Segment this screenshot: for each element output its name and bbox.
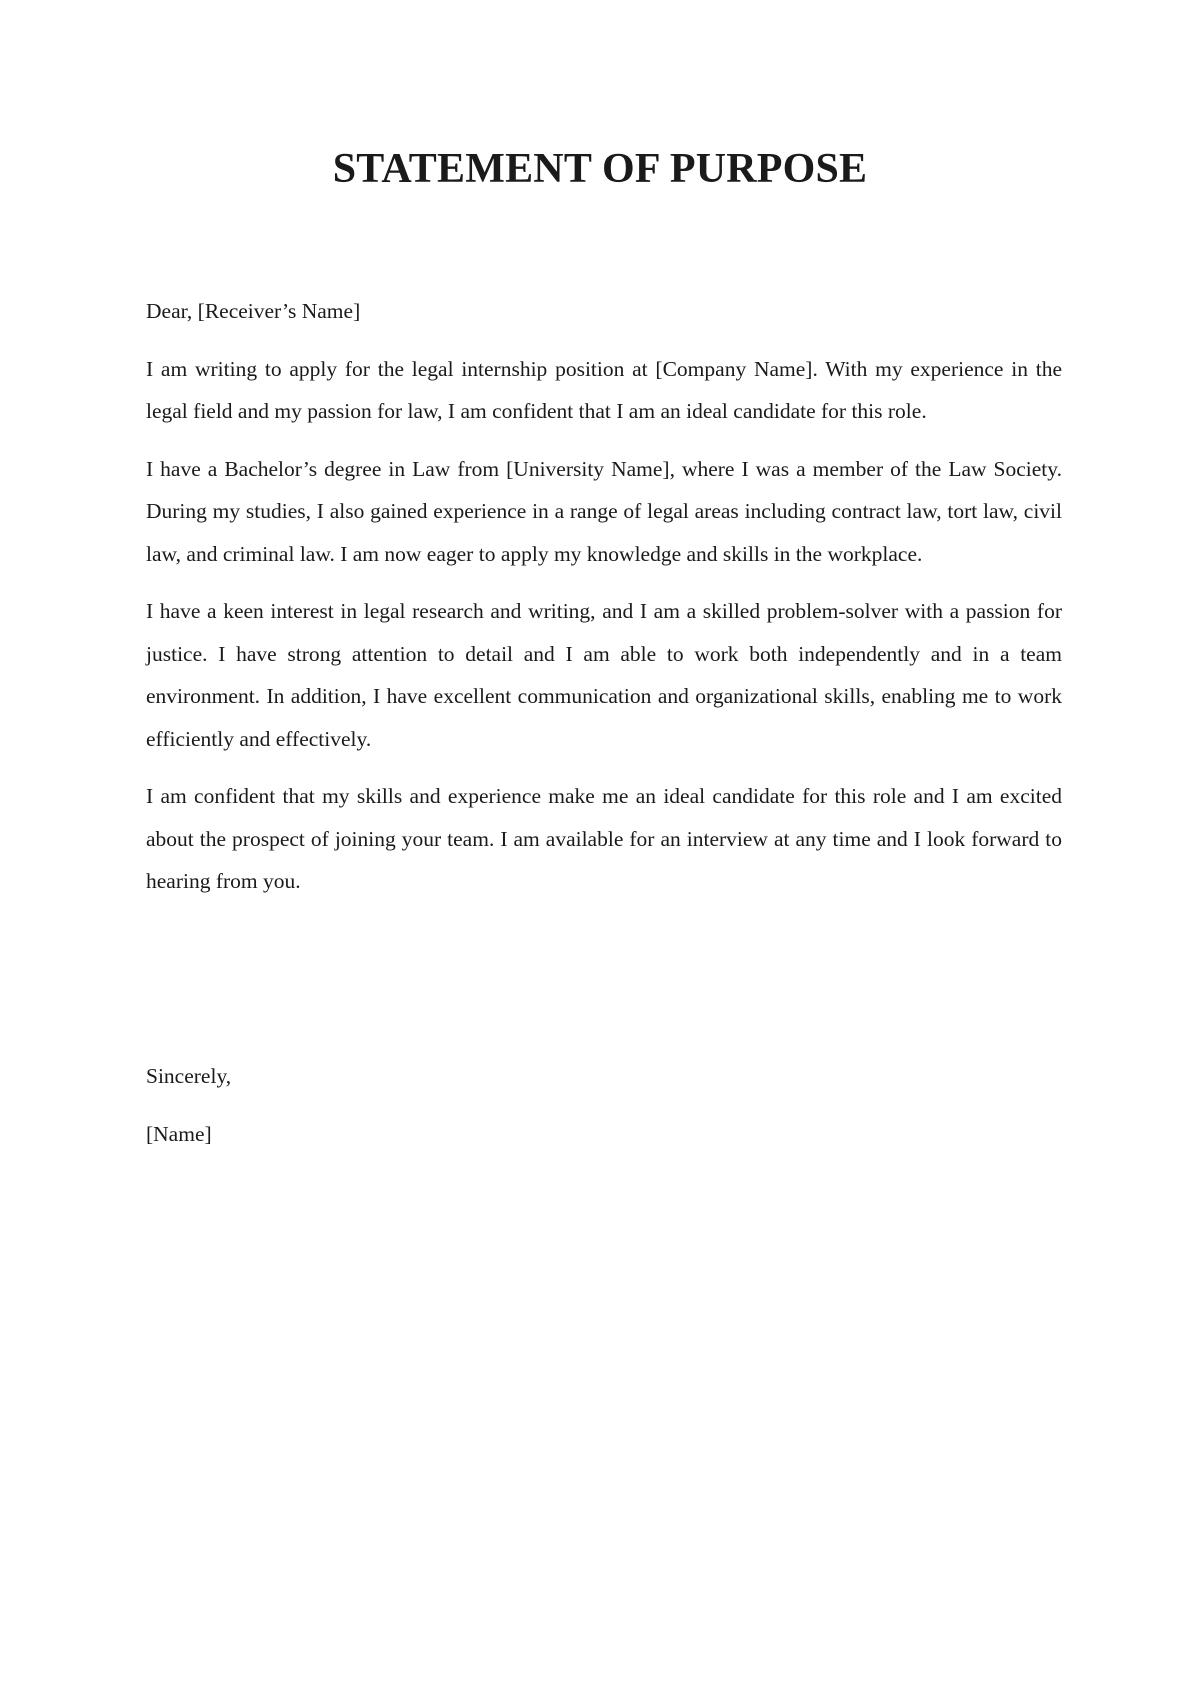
paragraph-3: I have a keen interest in legal research and writing, and I am a skilled problem-solver with a passion for justice. I have strong attention to detail and I am able to work both independently and in a team environment. In addition, I have excellent communication and organizational skills, enabling me to work efficiently and effectively. <box>146 599 1062 751</box>
document-title: STATEMENT OF PURPOSE <box>332 146 868 192</box>
letter-body <box>146 290 1062 918</box>
paragraph-2: I have a Bachelor’s degree in Law from [University Name], where I was a member of the Law Society. During my studies, I also gained experience in a range of legal areas including contract law, tort law, civil law, and criminal law. I am now eager to apply my knowledge and skills in the workplace. <box>146 456 1062 566</box>
paragraph-1: I am writing to apply for the legal internship position at [Company Name]. With my experience in the legal field and my passion for law, I am confident that I am an ideal candidate for this role. <box>146 356 1062 423</box>
greeting: Dear, [Receiver’s Name] <box>146 299 361 323</box>
closing: Sincerely, <box>146 1064 232 1088</box>
paragraph-4: I am confident that my skills and experience make me an ideal candidate for this role and I am excited about the prospect of joining your team. I am available for an interview at any time and I look forward to hearing from you. <box>146 784 1062 893</box>
closing-block <box>146 1055 231 1170</box>
signature: [Name] <box>146 1121 212 1146</box>
